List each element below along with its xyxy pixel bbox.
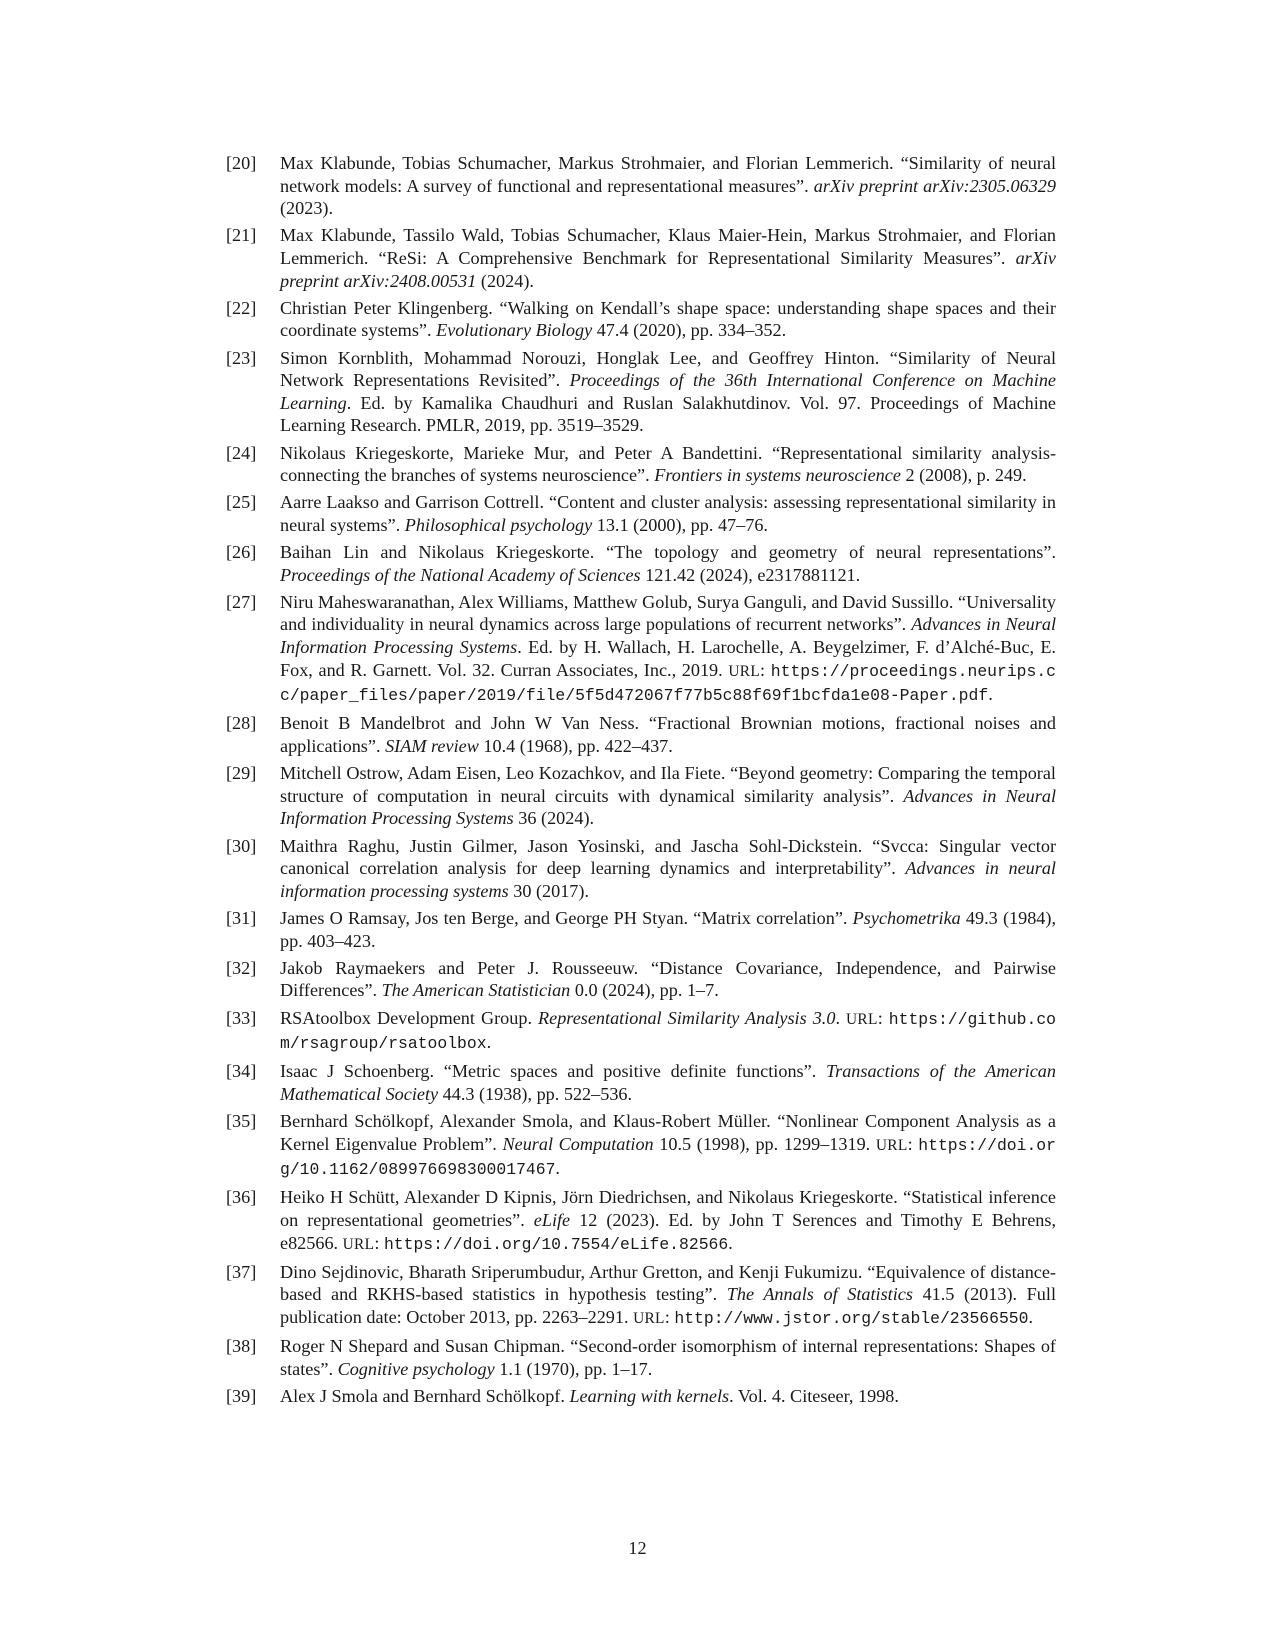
reference-number: [28] [226, 713, 257, 734]
reference-venue: Proceedings of the 36th International Conference on Machine Learning [280, 370, 1056, 413]
url-label: URL [728, 662, 761, 680]
reference-number: [20] [226, 153, 257, 173]
reference-text-segment: (2024). [476, 270, 534, 291]
reference-text-segment: Simon Kornblith, Mohammad Norouzi, Honglak Lee, and Geoffrey Hinton. “Similarity of Neural Network Representations Revisited”. [280, 347, 1056, 391]
reference-text-segment: Mitchell Ostrow, Adam Eisen, Leo Kozachkov, and Ila Fiete. “Beyond geometry: Comparing the temporal structure of computation in neural circuits with dynamical similarity analysis”. [280, 763, 1056, 806]
reference-venue: Psychometrika [852, 907, 961, 928]
page-number: 12 [628, 1538, 647, 1558]
reference-text-segment: 0.0 (2024), pp. 1–7. [570, 980, 719, 1001]
reference-text-segment: : [877, 1007, 889, 1028]
reference-text [280, 1385, 1056, 1408]
reference-text-segment: James O Ramsay, Jos ten Berge, and George PH Styan. “Matrix correlation”. [280, 907, 853, 928]
reference-text-segment: Dino Sejdinovic, Bharath Sriperumbudur, Arthur Gretton, and Kenji Fukumizu. “Equivalence of distance-based and RKHS-based statistics in hypothesis testing”. [280, 1261, 1056, 1305]
reference-entry [226, 1261, 1056, 1331]
reference-entry [226, 1060, 1056, 1105]
reference-text-segment: Isaac J Schoenberg. “Metric spaces and positive definite functions”. [280, 1061, 826, 1082]
url-label: URL [875, 1136, 908, 1154]
reference-entry [226, 957, 1056, 1002]
reference-text-segment: . [555, 1158, 560, 1179]
reference-number: [33] [226, 1007, 257, 1028]
reference-entry [226, 1110, 1056, 1182]
reference-venue: Representational Similarity Analysis 3.0 [538, 1007, 836, 1028]
reference-venue: Cognitive psychology [337, 1358, 495, 1379]
reference-text-segment: . Vol. 4. Citeseer, 1998. [729, 1385, 899, 1406]
reference-text-segment: Heiko H Schütt, Alexander D Kipnis, Jörn Diedrichsen, and Nikolaus Kriegeskorte. “Statistical inference on representational geometries”. [280, 1187, 1056, 1231]
reference-venue: Transactions of the American Mathematical Society [280, 1061, 1056, 1104]
reference-text-segment: . [486, 1032, 492, 1053]
reference-entry [226, 442, 1056, 487]
reference-list [226, 152, 1056, 1412]
reference-url-link[interactable]: https://doi.org/10.1162/089976698300017467 [280, 1135, 1056, 1180]
reference-entry [226, 712, 1056, 757]
reference-entry [226, 297, 1056, 342]
reference-entry [226, 1385, 1056, 1408]
reference-text [280, 347, 1056, 437]
reference-url-link[interactable]: https://github.com/rsagroup/rsatoolbox [280, 1009, 1056, 1054]
reference-number: [32] [226, 957, 257, 978]
reference-entry [226, 1335, 1056, 1380]
reference-text-segment: 41.5 (2013). Full publication date: October 2013, pp. 2263–2291. [280, 1284, 1056, 1327]
reference-text [280, 491, 1056, 536]
reference-text [280, 297, 1056, 342]
reference-text-segment: . Ed. by Kamalika Chaudhuri and Ruslan Salakhutdinov. Vol. 97. Proceedings of Machine Learning Research. PMLR, 2019, pp. 3519–3529. [280, 392, 1056, 436]
reference-entry [226, 907, 1056, 952]
reference-text-segment: (2023). [280, 198, 334, 219]
reference-venue: Advances in neural information processing systems [280, 858, 1056, 901]
reference-text-segment: 44.3 (1938), pp. 522–536. [438, 1083, 633, 1104]
reference-entry [226, 1186, 1056, 1256]
reference-text [280, 835, 1056, 903]
reference-text-segment: Roger N Shepard and Susan Chipman. “Second-order isomorphism of internal representations: Shapes of states”. [280, 1336, 1056, 1379]
reference-venue: Advances in Neural Information Processing Systems [280, 785, 1056, 829]
reference-text [280, 1060, 1056, 1105]
reference-text-segment: 36 (2024). [513, 808, 595, 829]
reference-venue: The Annals of Statistics [726, 1284, 913, 1305]
reference-venue: Advances in Neural Information Processing Systems [280, 614, 1056, 658]
reference-text [280, 1110, 1056, 1182]
reference-venue: Learning with kernels [569, 1385, 730, 1406]
reference-entry [226, 762, 1056, 830]
reference-text-segment: 2 (2008), p. 249. [900, 465, 1027, 486]
reference-entry [226, 1007, 1056, 1056]
reference-venue: Frontiers in systems neuroscience [654, 465, 901, 486]
reference-number: [34] [226, 1061, 257, 1082]
reference-text [280, 1261, 1056, 1331]
reference-venue: Evolutionary Biology [436, 320, 593, 341]
reference-venue: Proceedings of the National Academy of Sciences [280, 564, 641, 585]
reference-text-segment: Max Klabunde, Tobias Schumacher, Markus Strohmaier, and Florian Lemmerich. “Similarity of neural network models: A survey of functional and representational measures”. [280, 153, 1056, 196]
reference-text-segment: 49.3 (1984), pp. 403–423. [280, 907, 1056, 951]
reference-venue: arXiv preprint arXiv:2305.06329 [813, 175, 1056, 196]
reference-number: [24] [226, 442, 257, 463]
reference-venue: SIAM review [385, 736, 479, 756]
reference-entry [226, 224, 1056, 292]
reference-entry [226, 152, 1056, 220]
reference-text-segment: RSAtoolbox Development Group. [280, 1007, 539, 1028]
reference-text [280, 591, 1056, 708]
reference-text-segment: Aarre Laakso and Garrison Cottrell. “Content and cluster analysis: assessing representational similarity in neural systems”. [280, 492, 1056, 535]
reference-text-segment: 121.42 (2024), e2317881121. [640, 564, 861, 585]
reference-text-segment: . [988, 684, 993, 705]
reference-text-segment: Bernhard Schölkopf, Alexander Smola, and Klaus-Robert Müller. “Nonlinear Component Analysis as a Kernel Eigenvalue Problem”. [280, 1111, 1056, 1154]
reference-number: [35] [226, 1111, 257, 1132]
reference-entry [226, 541, 1056, 586]
reference-number: [27] [226, 591, 257, 612]
reference-text-segment: 47.4 (2020), pp. 334–352. [592, 320, 787, 341]
reference-text-segment: Alex J Smola and Bernhard Schölkopf. [280, 1385, 570, 1406]
reference-text-segment: Max Klabunde, Tassilo Wald, Tobias Schumacher, Klaus Maier-Hein, Markus Strohmaier, and Florian Lemmerich. “ReSi: A Comprehensive Benchmark for Representational Similarity Measures”. [280, 225, 1056, 268]
reference-text-segment: . Ed. by H. Wallach, H. Larochelle, A. Beygelzimer, F. d’Alché-Buc, E. Fox, and R. Garnett. Vol. 32. Curran Associates, Inc., 2019. [280, 637, 1056, 680]
reference-text-segment: : [664, 1307, 675, 1327]
reference-text-segment: : [907, 1133, 919, 1154]
reference-text-segment: . [835, 1007, 847, 1028]
reference-venue: The American Statistician [381, 980, 571, 1001]
reference-text [280, 957, 1056, 1002]
reference-text-segment: 12 (2023). Ed. by John T Serences and Timothy E Behrens, e82566. [280, 1210, 1056, 1253]
reference-text [280, 907, 1056, 952]
url-label: URL [342, 1235, 375, 1253]
reference-text [280, 1007, 1056, 1056]
reference-text-segment: Benoit B Mandelbrot and John W Van Ness. “Fractional Brownian motions, fractional noises and applications”. [280, 713, 1056, 756]
reference-url-link[interactable]: https://proceedings.neurips.cc/paper_files/paper/2019/file/5f5d472067f77b5c88f69f1bcfda1e08-Paper.pdf [280, 661, 1057, 706]
reference-venue: eLife [533, 1210, 571, 1231]
reference-entry [226, 491, 1056, 536]
reference-number: [22] [226, 297, 257, 318]
reference-url-link[interactable]: http://www.jstor.org/stable/23566550 [674, 1309, 1029, 1328]
reference-text-segment: 10.5 (1998), pp. 1299–1319. [653, 1133, 876, 1154]
reference-number: [31] [226, 907, 257, 928]
reference-entry [226, 347, 1056, 437]
reference-number: [39] [226, 1385, 257, 1406]
reference-venue: arXiv preprint arXiv:2408.00531 [280, 247, 1056, 291]
reference-venue: Philosophical psychology [404, 514, 593, 535]
url-label: URL [633, 1310, 665, 1327]
reference-text-segment: 30 (2017). [508, 880, 590, 901]
reference-text [280, 442, 1056, 487]
reference-text [280, 152, 1056, 220]
reference-number: [25] [226, 492, 257, 513]
reference-url-link[interactable]: https://doi.org/10.7554/eLife.82566 [383, 1234, 729, 1254]
reference-text-segment: . [1028, 1307, 1034, 1327]
reference-text-segment: Jakob Raymaekers and Peter J. Rousseeuw. “Distance Covariance, Independence, and Pairwise Differences”. [280, 957, 1056, 1001]
reference-text-segment: Baihan Lin and Nikolaus Kriegeskorte. “The topology and geometry of neural representations”. [280, 542, 1056, 563]
reference-number: [26] [226, 542, 257, 563]
reference-number: [37] [226, 1261, 257, 1282]
reference-text [280, 541, 1056, 586]
reference-entry [226, 591, 1056, 708]
reference-number: [38] [226, 1336, 257, 1357]
reference-number: [23] [226, 347, 257, 368]
url-label: URL [846, 1010, 878, 1028]
reference-text-segment: Nikolaus Kriegeskorte, Marieke Mur, and Peter A Bandettini. “Representational similarity analysis-connecting the branches of systems neuroscience”. [280, 442, 1056, 486]
reference-text-segment: : [760, 659, 771, 680]
reference-text-segment: Christian Peter Klingenberg. “Walking on Kendall’s shape space: understanding shape spaces and their coordinate systems”. [280, 297, 1056, 341]
reference-text-segment: Maithra Raghu, Justin Gilmer, Jason Yosinski, and Jascha Sohl-Dickstein. “Svcca: Singular vector canonical correlation analysis for deep learning dynamics and interpretability”. [280, 835, 1056, 879]
reference-text [280, 1335, 1056, 1380]
reference-number: [36] [226, 1187, 257, 1208]
reference-text-segment: : [374, 1232, 384, 1253]
reference-venue: Neural Computation [502, 1133, 654, 1154]
reference-number: [30] [226, 835, 257, 856]
reference-text-segment: . [728, 1232, 733, 1253]
reference-text [280, 712, 1056, 757]
reference-entry [226, 835, 1056, 903]
reference-number: [21] [226, 225, 257, 246]
reference-text [280, 224, 1056, 292]
reference-text-segment: Niru Maheswaranathan, Alex Williams, Matthew Golub, Surya Ganguli, and David Sussillo. “Universality and individuality in neural dynamics across large populations of recurrent networks”. [280, 591, 1056, 635]
reference-number: [29] [226, 763, 257, 784]
reference-text [280, 762, 1056, 830]
reference-text [280, 1186, 1056, 1256]
reference-text-segment: 13.1 (2000), pp. 47–76. [592, 514, 768, 535]
reference-text-segment: 10.4 (1968), pp. 422–437. [478, 736, 673, 756]
reference-text-segment: 1.1 (1970), pp. 1–17. [494, 1358, 653, 1379]
